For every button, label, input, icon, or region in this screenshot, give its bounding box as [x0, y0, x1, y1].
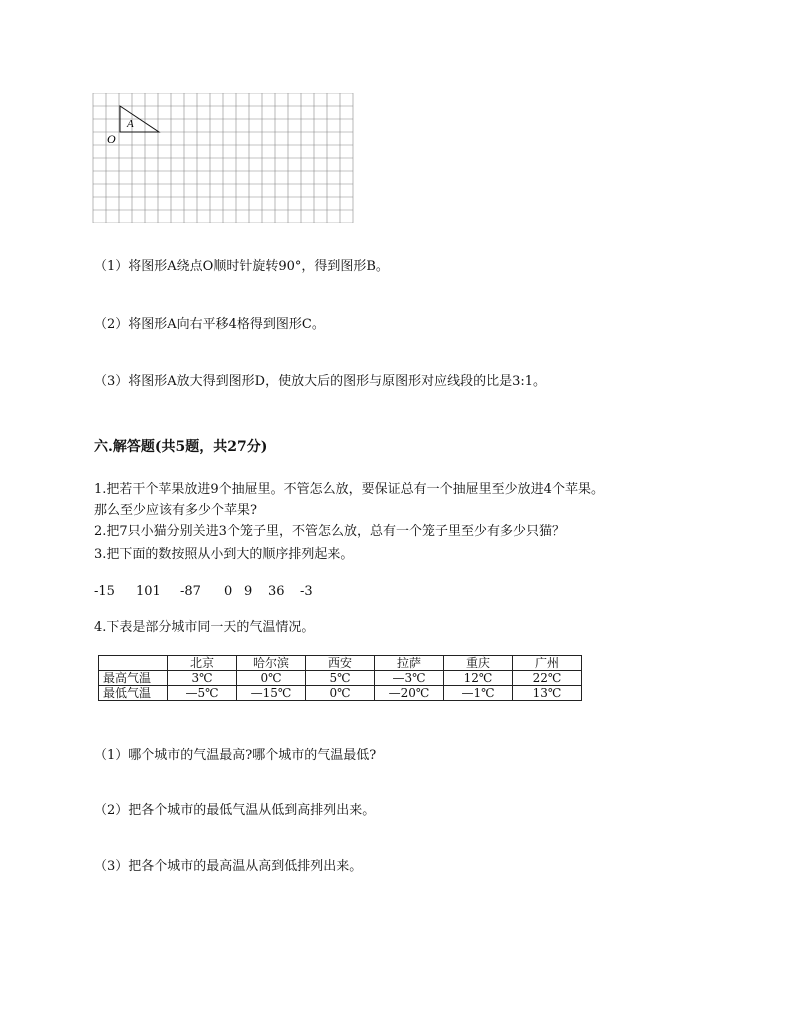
- number-list: [94, 584, 313, 599]
- table-cell: 0℃: [306, 686, 375, 701]
- problem-2: 2.把7只小猫分别关进3个笼子里，不管怎么放，总有一个笼子里至少有多少只猫？: [94, 524, 565, 539]
- label-o: O: [107, 132, 116, 146]
- table-row: [99, 671, 582, 686]
- table-cell: 13℃: [513, 686, 582, 701]
- table-row: [99, 686, 582, 701]
- city-header: 重庆: [444, 656, 513, 671]
- city-header: 西安: [306, 656, 375, 671]
- sub-question-2: （2）把各个城市的最低气温从低到高排列出来。: [94, 803, 376, 818]
- question-5-2: （2）将图形A向右平移4格得到图形C。: [94, 317, 325, 332]
- number-item: 9: [244, 584, 253, 599]
- number-item: 101: [136, 584, 161, 599]
- question-5-1: （1）将图形A绕点O顺时针旋转90°，得到图形B。: [94, 259, 389, 274]
- problem-4: 4.下表是部分城市同一天的气温情况。: [94, 620, 315, 635]
- city-header: 广州: [513, 656, 582, 671]
- label-a: A: [127, 118, 134, 130]
- sub-question-3: （3）把各个城市的最高温从高到低排列出来。: [94, 859, 363, 874]
- number-item: -87: [180, 584, 201, 599]
- grid-figure: [92, 93, 354, 223]
- number-item: -3: [300, 584, 313, 599]
- section-6-title: 六.解答题(共5题，共27分): [94, 439, 268, 455]
- grid-lines: [93, 93, 353, 223]
- city-header: 哈尔滨: [237, 656, 306, 671]
- table-cell: —15℃: [237, 686, 306, 701]
- number-item: 36: [268, 584, 285, 599]
- table-cell: —20℃: [375, 686, 444, 701]
- number-item: -15: [94, 584, 115, 599]
- number-item: 0: [224, 584, 233, 599]
- table-cell: 22℃: [513, 671, 582, 686]
- table-cell: —5℃: [168, 686, 237, 701]
- problem-1-line-2: 那么至少应该有多少个苹果?: [94, 503, 257, 518]
- table-cell: —3℃: [375, 671, 444, 686]
- sub-question-1: （1）哪个城市的气温最高?哪个城市的气温最低?: [94, 748, 377, 763]
- table-cell: —1℃: [444, 686, 513, 701]
- table-corner-cell: [99, 656, 168, 671]
- table-cell: 12℃: [444, 671, 513, 686]
- table-cell: 0℃: [237, 671, 306, 686]
- question-5-3: （3）将图形A放大得到图形D，使放大后的图形与原图形对应线段的比是3:1。: [94, 374, 547, 389]
- table-header-row: [99, 656, 582, 671]
- row-label: 最低气温: [99, 686, 168, 701]
- problem-3: 3.把下面的数按照从小到大的顺序排列起来。: [94, 547, 354, 562]
- table-cell: 5℃: [306, 671, 375, 686]
- problem-1-line-1: 1.把若干个苹果放进9个抽屉里。不管怎么放，要保证总有一个抽屉里至少放进4个苹果。: [94, 482, 604, 497]
- city-header: 拉萨: [375, 656, 444, 671]
- temperature-table: [98, 655, 582, 701]
- table-cell: 3℃: [168, 671, 237, 686]
- row-label: 最高气温: [99, 671, 168, 686]
- city-header: 北京: [168, 656, 237, 671]
